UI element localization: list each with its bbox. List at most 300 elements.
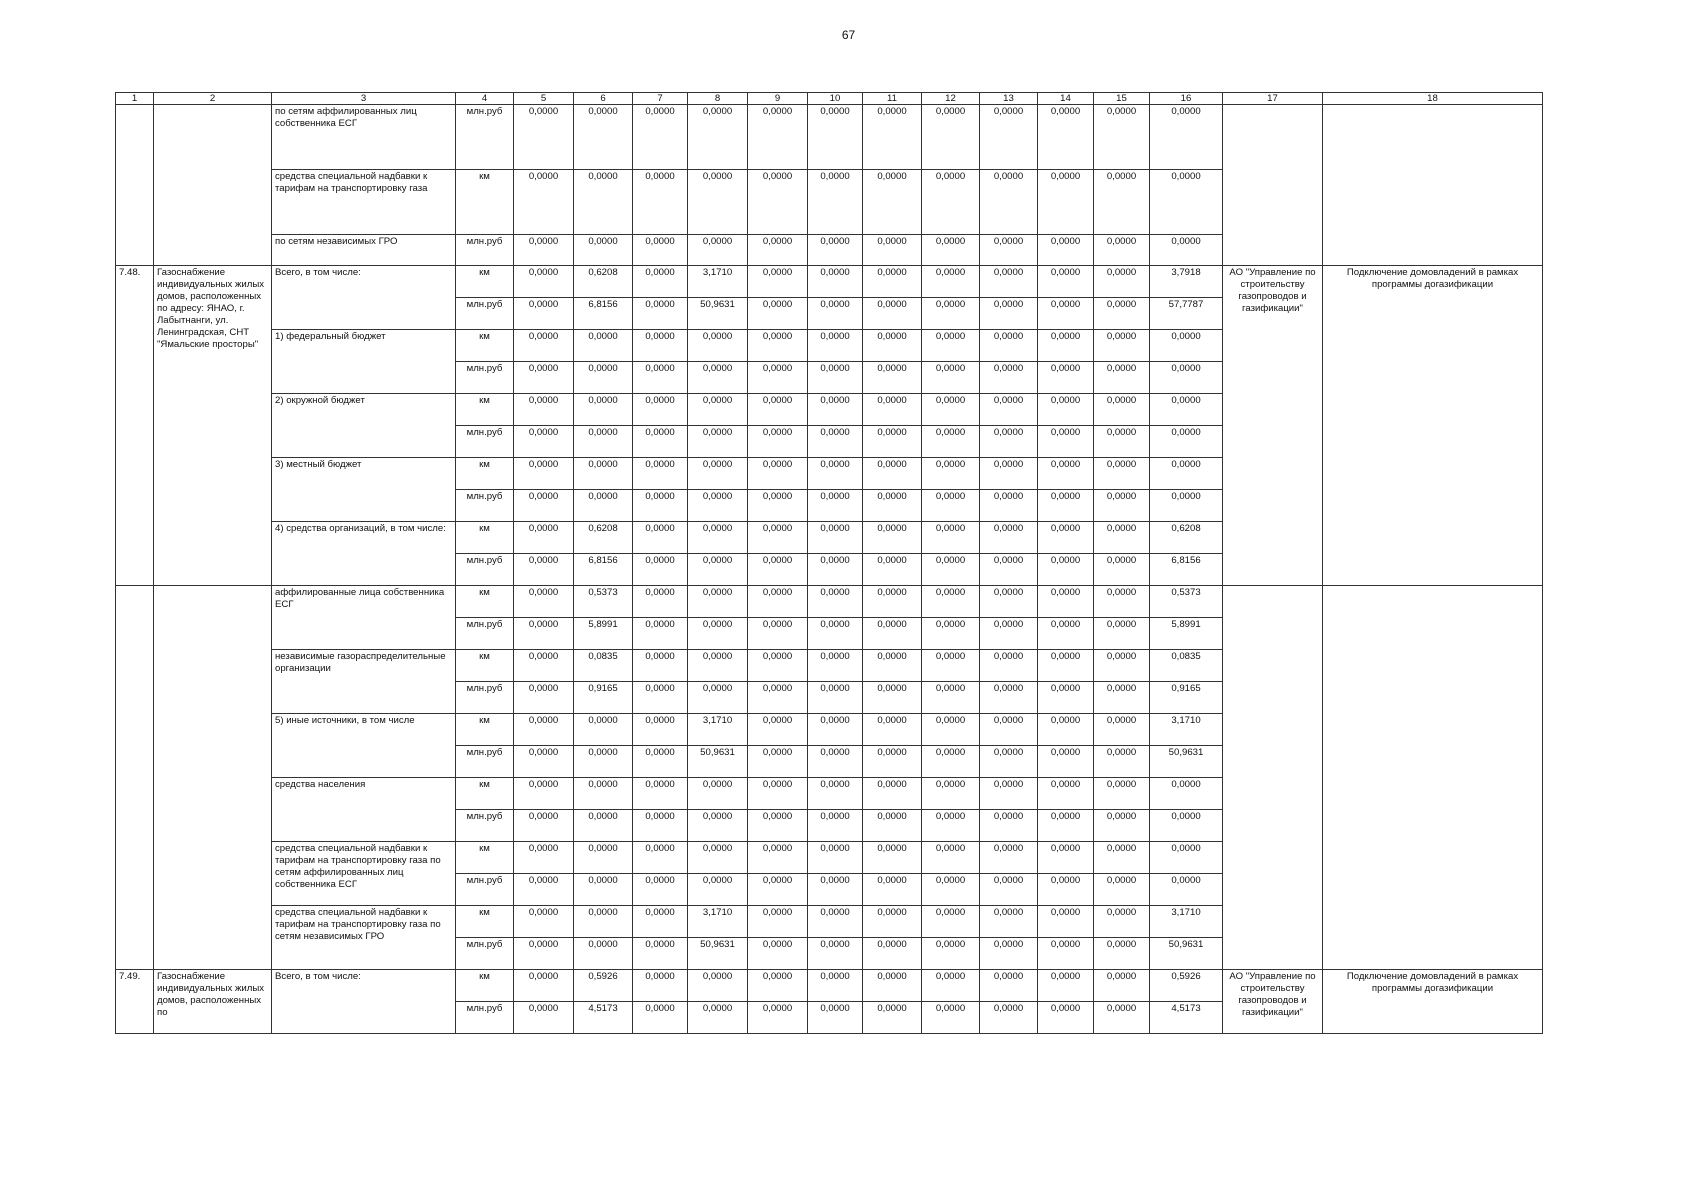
value-cell: 0,0000 [688,586,748,618]
purpose-cell: Подключение домовладений в рамках программы догазификации [1323,970,1543,1034]
value-cell: 6,8156 [574,554,633,586]
value-cell: 0,0000 [863,170,922,235]
value-cell: 0,0000 [980,394,1038,426]
funding-source: 3) местный бюджет [272,458,456,522]
value-cell: 0,0000 [748,394,808,426]
funding-source: 1) федеральный бюджет [272,330,456,394]
value-cell: 0,0000 [514,938,574,970]
value-cell: 0,0835 [574,650,633,682]
value-cell: 0,0000 [633,458,688,490]
funding-source: средства специальной надбавки к тарифам на транспортировку газа по сетям независимых ГРО [272,906,456,970]
value-cell: 0,0000 [1038,426,1094,458]
unit-cell: млн.руб [456,810,514,842]
value-cell: 0,0000 [1094,906,1150,938]
value-cell: 0,0000 [1038,394,1094,426]
value-cell: 0,0000 [863,394,922,426]
value-cell: 0,0000 [688,105,748,170]
value-cell: 0,0000 [633,490,688,522]
funding-source: средства специальной надбавки к тарифам на транспортировку газа по сетям аффилированных лиц собственника ЕСГ [272,842,456,906]
value-cell: 0,0000 [1038,938,1094,970]
value-cell: 0,0000 [748,906,808,938]
item-number-cell: 7.48. [116,266,154,586]
value-cell: 0,0000 [633,650,688,682]
value-cell: 0,0000 [633,682,688,714]
value-cell: 0,0000 [574,458,633,490]
funding-source: средства населения [272,778,456,842]
value-cell: 50,9631 [1150,938,1223,970]
value-cell: 0,0000 [1038,330,1094,362]
value-cell: 0,0000 [633,362,688,394]
value-cell: 0,0000 [863,298,922,330]
column-number: 12 [922,93,980,105]
unit-cell: млн.руб [456,105,514,170]
value-cell: 0,0000 [1150,778,1223,810]
value-cell: 0,0000 [574,714,633,746]
value-cell: 0,0000 [748,105,808,170]
value-cell: 0,0000 [1094,554,1150,586]
value-cell: 6,8156 [1150,554,1223,586]
value-cell: 0,0000 [1038,970,1094,1002]
value-cell: 0,0000 [514,394,574,426]
value-cell: 0,0000 [980,586,1038,618]
table-row [116,970,1543,1002]
value-cell: 0,0000 [574,842,633,874]
column-number: 10 [808,93,863,105]
value-cell: 0,0000 [980,874,1038,906]
value-cell: 0,0000 [808,682,863,714]
value-cell: 0,0000 [514,970,574,1002]
value-cell: 6,8156 [574,298,633,330]
value-cell: 0,0000 [980,618,1038,650]
value-cell: 0,0000 [1094,105,1150,170]
unit-cell: км [456,842,514,874]
value-cell: 50,9631 [688,746,748,778]
value-cell: 0,0000 [980,235,1038,266]
value-cell: 0,0000 [514,426,574,458]
value-cell: 0,0000 [863,266,922,298]
value-cell: 0,0000 [863,1002,922,1034]
unit-cell: км [456,650,514,682]
value-cell: 0,0000 [1094,490,1150,522]
value-cell: 0,0000 [980,1002,1038,1034]
value-cell: 0,9165 [1150,682,1223,714]
value-cell: 0,0000 [1038,682,1094,714]
value-cell: 0,0000 [922,394,980,426]
column-number-row [116,93,1543,105]
value-cell: 0,0000 [633,554,688,586]
value-cell: 0,0000 [1094,714,1150,746]
value-cell: 0,0000 [980,650,1038,682]
value-cell: 0,0000 [922,1002,980,1034]
value-cell: 0,0000 [633,266,688,298]
value-cell: 3,1710 [1150,906,1223,938]
value-cell: 0,0000 [863,522,922,554]
value-cell: 0,0000 [633,235,688,266]
value-cell: 0,0000 [808,554,863,586]
value-cell: 0,0000 [1150,235,1223,266]
value-cell: 0,0000 [748,490,808,522]
value-cell: 0,0000 [748,618,808,650]
value-cell: 0,0000 [980,970,1038,1002]
value-cell: 0,0000 [514,235,574,266]
value-cell: 0,0000 [688,970,748,1002]
value-cell: 0,0000 [863,810,922,842]
value-cell: 0,0000 [1038,554,1094,586]
value-cell: 0,0000 [574,906,633,938]
value-cell: 0,0000 [922,874,980,906]
value-cell: 0,0000 [808,586,863,618]
value-cell: 0,0000 [748,266,808,298]
value-cell: 0,0000 [980,842,1038,874]
value-cell: 0,0000 [688,554,748,586]
value-cell: 50,9631 [1150,746,1223,778]
value-cell: 0,0000 [1038,1002,1094,1034]
value-cell: 0,0000 [1094,586,1150,618]
value-cell: 0,0000 [1150,362,1223,394]
value-cell: 0,0000 [633,1002,688,1034]
value-cell: 0,0000 [748,1002,808,1034]
unit-cell: млн.руб [456,490,514,522]
column-number: 5 [514,93,574,105]
value-cell: 0,0000 [514,330,574,362]
item-name-cell: Газоснабжение индивидуальных жилых домов, расположенных по адресу: ЯНАО, г. Лабытнанги, ул. Ленинградская, СНТ "Ямальские просторы" [154,266,272,586]
value-cell: 0,0000 [1094,778,1150,810]
value-cell: 0,0000 [1094,394,1150,426]
value-cell: 0,0000 [808,458,863,490]
value-cell: 0,0000 [1094,330,1150,362]
value-cell: 0,0000 [863,874,922,906]
item-name-cell [154,586,272,970]
value-cell: 0,0000 [514,874,574,906]
value-cell: 0,0000 [748,586,808,618]
value-cell: 0,0000 [574,330,633,362]
funding-source: по сетям аффилированных лиц собственника ЕСГ [272,105,456,170]
value-cell: 0,0000 [808,298,863,330]
value-cell: 0,0000 [863,650,922,682]
value-cell: 0,0000 [980,170,1038,235]
value-cell: 0,0000 [688,170,748,235]
value-cell: 0,0000 [1094,970,1150,1002]
unit-cell: млн.руб [456,682,514,714]
value-cell: 0,0000 [514,298,574,330]
value-cell: 0,0000 [633,170,688,235]
value-cell: 0,0000 [633,842,688,874]
value-cell: 0,0000 [808,618,863,650]
value-cell: 0,0000 [574,235,633,266]
value-cell: 0,0000 [1038,362,1094,394]
value-cell: 0,0000 [574,874,633,906]
funding-source: 5) иные источники, в том числе [272,714,456,778]
column-number: 11 [863,93,922,105]
value-cell: 0,0000 [748,778,808,810]
value-cell: 0,0000 [808,810,863,842]
unit-cell: млн.руб [456,426,514,458]
value-cell: 0,5373 [1150,586,1223,618]
value-cell: 0,0000 [1038,266,1094,298]
funding-source: аффилированные лица собственника ЕСГ [272,586,456,650]
value-cell: 0,0000 [1038,458,1094,490]
value-cell: 0,6208 [574,266,633,298]
value-cell: 0,0000 [863,105,922,170]
funding-source: средства специальной надбавки к тарифам на транспортировку газа [272,170,456,235]
value-cell: 0,0000 [688,426,748,458]
unit-cell: млн.руб [456,235,514,266]
value-cell: 0,0000 [514,1002,574,1034]
unit-cell: км [456,778,514,810]
value-cell: 0,0000 [633,778,688,810]
column-number: 14 [1038,93,1094,105]
value-cell: 0,0000 [808,105,863,170]
value-cell: 0,0000 [633,938,688,970]
unit-cell: км [456,714,514,746]
value-cell: 0,9165 [574,682,633,714]
column-number: 16 [1150,93,1223,105]
value-cell: 0,0000 [1094,298,1150,330]
value-cell: 0,0000 [1038,490,1094,522]
value-cell: 0,0000 [808,650,863,682]
column-number: 15 [1094,93,1150,105]
value-cell: 0,0000 [748,554,808,586]
value-cell: 0,0000 [633,810,688,842]
value-cell: 0,0000 [514,746,574,778]
unit-cell: млн.руб [456,938,514,970]
unit-cell: км [456,394,514,426]
value-cell: 0,0000 [514,714,574,746]
value-cell: 0,0000 [922,906,980,938]
value-cell: 0,0000 [688,778,748,810]
value-cell: 0,0000 [688,522,748,554]
value-cell: 0,0000 [863,682,922,714]
unit-cell: млн.руб [456,874,514,906]
value-cell: 0,0000 [808,522,863,554]
column-number: 4 [456,93,514,105]
unit-cell: млн.руб [456,746,514,778]
value-cell: 0,0000 [863,330,922,362]
value-cell: 0,0000 [922,650,980,682]
value-cell: 0,0000 [514,586,574,618]
value-cell: 0,0000 [1038,235,1094,266]
value-cell: 0,0000 [922,746,980,778]
value-cell: 0,0000 [514,906,574,938]
value-cell: 0,0000 [980,105,1038,170]
value-cell: 0,0000 [688,682,748,714]
value-cell: 3,1710 [688,266,748,298]
value-cell: 0,0000 [1038,170,1094,235]
value-cell: 0,0000 [633,394,688,426]
value-cell: 5,8991 [574,618,633,650]
value-cell: 0,0000 [574,362,633,394]
value-cell: 0,0000 [688,394,748,426]
value-cell: 0,0000 [688,330,748,362]
value-cell: 0,0000 [922,842,980,874]
funding-source: Всего, в том числе: [272,970,456,1034]
value-cell: 0,0000 [748,235,808,266]
value-cell: 0,0000 [863,490,922,522]
value-cell: 0,0000 [922,105,980,170]
value-cell: 0,0000 [633,618,688,650]
value-cell: 0,0000 [808,746,863,778]
value-cell: 0,0000 [863,426,922,458]
value-cell: 0,0000 [863,938,922,970]
value-cell: 3,7918 [1150,266,1223,298]
value-cell: 0,0000 [1094,874,1150,906]
value-cell: 0,0000 [688,362,748,394]
value-cell: 0,0000 [574,490,633,522]
value-cell: 0,0000 [633,330,688,362]
value-cell: 0,0000 [922,682,980,714]
value-cell: 0,0000 [1150,170,1223,235]
value-cell: 0,0000 [863,842,922,874]
value-cell: 0,0000 [514,650,574,682]
unit-cell: км [456,586,514,618]
value-cell: 0,0000 [1038,810,1094,842]
value-cell: 3,1710 [1150,714,1223,746]
value-cell: 0,0000 [980,458,1038,490]
value-cell: 0,0000 [808,714,863,746]
value-cell: 0,0000 [980,298,1038,330]
value-cell: 0,0000 [1094,810,1150,842]
value-cell: 0,0000 [748,650,808,682]
value-cell: 0,0000 [1094,938,1150,970]
value-cell: 0,0000 [633,298,688,330]
value-cell: 0,0000 [1150,330,1223,362]
value-cell: 0,0000 [748,842,808,874]
unit-cell: млн.руб [456,362,514,394]
value-cell: 0,0000 [633,746,688,778]
value-cell: 0,0000 [748,170,808,235]
value-cell: 0,0000 [863,618,922,650]
table-row [116,266,1543,298]
value-cell: 0,0000 [633,906,688,938]
value-cell: 0,0000 [574,778,633,810]
value-cell: 0,0000 [1094,362,1150,394]
value-cell: 0,0000 [1038,522,1094,554]
value-cell: 0,0000 [748,522,808,554]
value-cell: 0,0000 [922,490,980,522]
unit-cell: млн.руб [456,298,514,330]
column-number: 17 [1223,93,1323,105]
unit-cell: км [456,266,514,298]
value-cell: 0,0000 [1038,650,1094,682]
value-cell: 3,1710 [688,714,748,746]
value-cell: 0,0000 [633,586,688,618]
value-cell: 0,0000 [688,618,748,650]
value-cell: 0,0000 [633,522,688,554]
value-cell: 0,0000 [1038,298,1094,330]
value-cell: 0,0000 [1094,618,1150,650]
value-cell: 0,0000 [922,426,980,458]
value-cell: 0,0000 [863,906,922,938]
column-number: 3 [272,93,456,105]
value-cell: 0,0000 [1094,746,1150,778]
value-cell: 50,9631 [688,938,748,970]
value-cell: 0,0000 [922,362,980,394]
purpose-cell: Подключение домовладений в рамках программы догазификации [1323,266,1543,586]
value-cell: 0,0000 [688,490,748,522]
value-cell: 0,0000 [514,170,574,235]
value-cell: 0,0000 [980,490,1038,522]
unit-cell: млн.руб [456,554,514,586]
value-cell: 0,0000 [1150,842,1223,874]
value-cell: 0,0000 [1150,874,1223,906]
value-cell: 0,0000 [980,778,1038,810]
funding-source: 2) окружной бюджет [272,394,456,458]
executor-cell [1223,105,1323,266]
column-number: 13 [980,93,1038,105]
value-cell: 0,0000 [574,105,633,170]
value-cell: 0,0000 [922,522,980,554]
value-cell: 0,0000 [863,235,922,266]
value-cell: 0,0000 [748,970,808,1002]
value-cell: 0,0000 [1038,105,1094,170]
unit-cell: км [456,906,514,938]
value-cell: 0,0000 [808,330,863,362]
value-cell: 0,0000 [1150,810,1223,842]
value-cell: 0,0000 [922,298,980,330]
value-cell: 5,8991 [1150,618,1223,650]
value-cell: 0,0000 [688,1002,748,1034]
value-cell: 0,0000 [1038,586,1094,618]
value-cell: 0,0000 [808,266,863,298]
value-cell: 0,0000 [980,906,1038,938]
value-cell: 0,0000 [863,586,922,618]
value-cell: 0,0000 [574,938,633,970]
unit-cell: км [456,458,514,490]
value-cell: 0,0000 [1038,778,1094,810]
value-cell: 0,0000 [748,938,808,970]
value-cell: 0,0000 [1094,682,1150,714]
value-cell: 0,0000 [1150,426,1223,458]
value-cell: 0,0000 [922,970,980,1002]
value-cell: 0,0000 [808,842,863,874]
value-cell: 0,6208 [1150,522,1223,554]
value-cell: 0,0000 [574,394,633,426]
value-cell: 0,0000 [514,618,574,650]
unit-cell: км [456,330,514,362]
value-cell: 0,0000 [514,554,574,586]
table-row [116,105,1543,170]
value-cell: 0,0000 [633,714,688,746]
value-cell: 0,0000 [808,938,863,970]
value-cell: 0,0000 [633,874,688,906]
value-cell: 0,0000 [1150,458,1223,490]
value-cell: 0,0000 [1038,906,1094,938]
unit-cell: км [456,970,514,1002]
funding-source: независимые газораспределительные организации [272,650,456,714]
value-cell: 0,0000 [808,906,863,938]
unit-cell: млн.руб [456,1002,514,1034]
column-number: 6 [574,93,633,105]
value-cell: 0,0000 [688,810,748,842]
value-cell: 0,0000 [1094,235,1150,266]
value-cell: 0,0000 [922,938,980,970]
value-cell: 0,0000 [1094,170,1150,235]
value-cell: 0,0000 [748,714,808,746]
value-cell: 0,0000 [922,714,980,746]
value-cell: 0,0000 [514,105,574,170]
value-cell: 0,0000 [922,554,980,586]
value-cell: 0,0000 [688,458,748,490]
column-number: 7 [633,93,688,105]
value-cell: 4,5173 [1150,1002,1223,1034]
value-cell: 0,0000 [1094,1002,1150,1034]
value-cell: 0,0000 [633,105,688,170]
value-cell: 0,0000 [922,618,980,650]
value-cell: 0,0000 [574,170,633,235]
value-cell: 0,0000 [980,330,1038,362]
value-cell: 0,0000 [1038,874,1094,906]
value-cell: 0,0000 [574,746,633,778]
